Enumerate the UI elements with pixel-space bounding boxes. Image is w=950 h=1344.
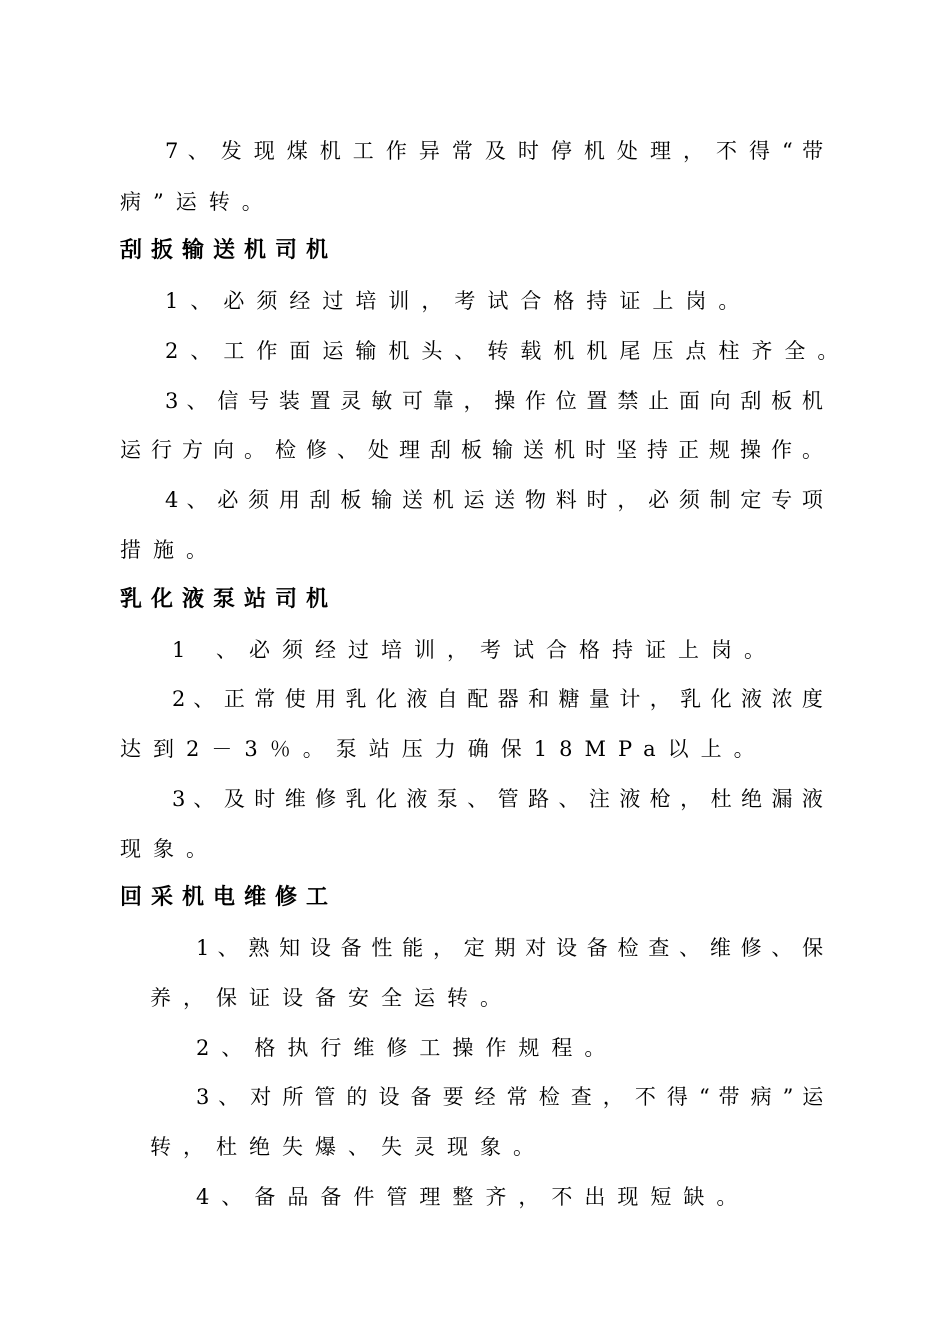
paragraph-line: 措施。 xyxy=(120,538,219,562)
paragraph-line: 2、格执行维修工操作规程。 xyxy=(196,1036,618,1060)
paragraph-line: 3 、 及 时 维 修 乳 化 液 泵 、 管 路 、 注 液 枪 ， 杜 绝 漏 液 xyxy=(172,787,823,811)
paragraph-line: 病”运转。 xyxy=(120,190,275,214)
section-heading: 回采机电维修工 xyxy=(120,885,338,910)
paragraph-line: 转，杜绝失爆、失灵现象。 xyxy=(150,1135,546,1159)
paragraph-line: 4、备品备件管理整齐，不出现短缺。 xyxy=(196,1185,750,1209)
paragraph-line: 3 、 对 所 管 的 设 备 要 经 常 检 查 ， 不 得 “ 带 病 ” 运 xyxy=(196,1085,824,1109)
section-heading: 乳化液泵站司机 xyxy=(120,587,338,612)
paragraph-line: 1 、 熟 知 设 备 性 能 ， 定 期 对 设 备 检 查 、 维 修 、 保 xyxy=(196,936,824,960)
paragraph-line: 4 、 必 须 用 刮 板 输 送 机 运 送 物 料 时 ， 必 须 制 定 专 项 xyxy=(165,488,823,512)
section-heading: 刮扳输送机司机 xyxy=(120,238,338,263)
paragraph-line: 养，保证设备安全运转。 xyxy=(150,986,513,1010)
paragraph-line: 1、必须经过培训，考试合格持证上岗。 xyxy=(165,289,752,313)
paragraph-line: 3 、 信 号 装 置 灵 敏 可 靠 ， 操 作 位 置 禁 止 面 向 刮 板 机 xyxy=(165,389,823,413)
paragraph-line: 达到2－3％。泵站压力确保18MPa以上。 xyxy=(120,737,767,761)
paragraph-line: 2、工作面运输机头、转载机机尾压点柱齐全。 xyxy=(165,339,851,363)
paragraph-line: 7 、 发 现 煤 机 工 作 异 常 及 时 停 机 处 理 ， 不 得 “ 带 xyxy=(165,139,824,163)
paragraph-line: 1 、必须经过培训，考试合格持证上岗。 xyxy=(172,638,778,662)
paragraph-line: 运 行 方 向 。 检 修 、 处 理 刮 板 输 送 机 时 坚 持 正 规 操 作 。 xyxy=(120,438,823,462)
paragraph-line: 2 、 正 常 使 用 乳 化 液 自 配 器 和 糖 量 计 ， 乳 化 液 浓 度 xyxy=(172,687,823,711)
paragraph-line: 现象。 xyxy=(120,837,219,861)
